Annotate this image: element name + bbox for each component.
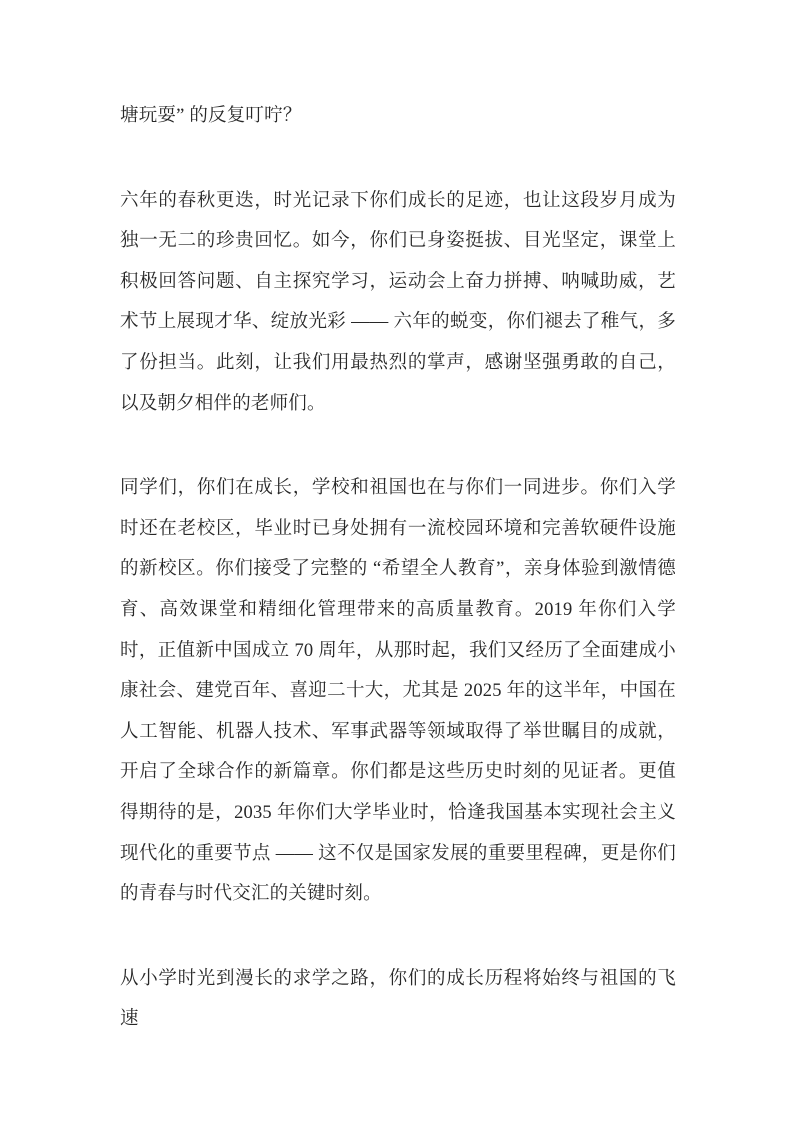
paragraph-six-years-growth: 六年的春秋更迭，时光记录下你们成长的足迹，也让这段岁月成为独一无二的珍贵回忆。如今，你们已身姿挺拔、目光坚定，课堂上积极回答问题、自主探究学习，运动会上奋力拼搏、呐喊助威，艺术节上展现才华、绽放光彩 —— 六年的蜕变，你们褪去了稚气，多了份担当。此刻，让我们用最热烈的掌声，感谢坚强勇敢的自己，以及朝夕相伴的老师们。 xyxy=(120,190,676,414)
paragraph-future-journey-start: 从小学时光到漫长的求学之路，你们的成长历程将始终与祖国的飞速 xyxy=(120,968,676,1030)
document-body xyxy=(120,96,676,1040)
paragraph-fragment-continuation: 塘玩耍” 的反复叮咛？ xyxy=(120,106,302,126)
paragraph-school-and-nation-progress: 同学们，你们在成长，学校和祖国也在与你们一同进步。你们入学时还在老校区，毕业时已身处拥有一流校园环境和完善软硬件设施的新校区。你们接受了完整的 “希望全人教育”，亲身体验到激情德育、高效课堂和精细化管理带来的高质量教育。2019 年你们入学时，正值新中国成立 70 周年，从那时起，我们又经历了全面建成小康社会、建党百年、喜迎二十大，尤其是 2025 年的这半年，中国在人工智能、机器人技术、军事武器等领域取得了举世瞩目的成就，开启了全球合作的新篇章。你们都是这些历史时刻的见证者。更值得期待的是，2035 年你们大学毕业时，恰逢我国基本实现社会主义现代化的重要节点 —— 这不仅是国家发展的重要里程碑，更是你们的青春与时代交汇的关键时刻。 xyxy=(120,478,676,905)
